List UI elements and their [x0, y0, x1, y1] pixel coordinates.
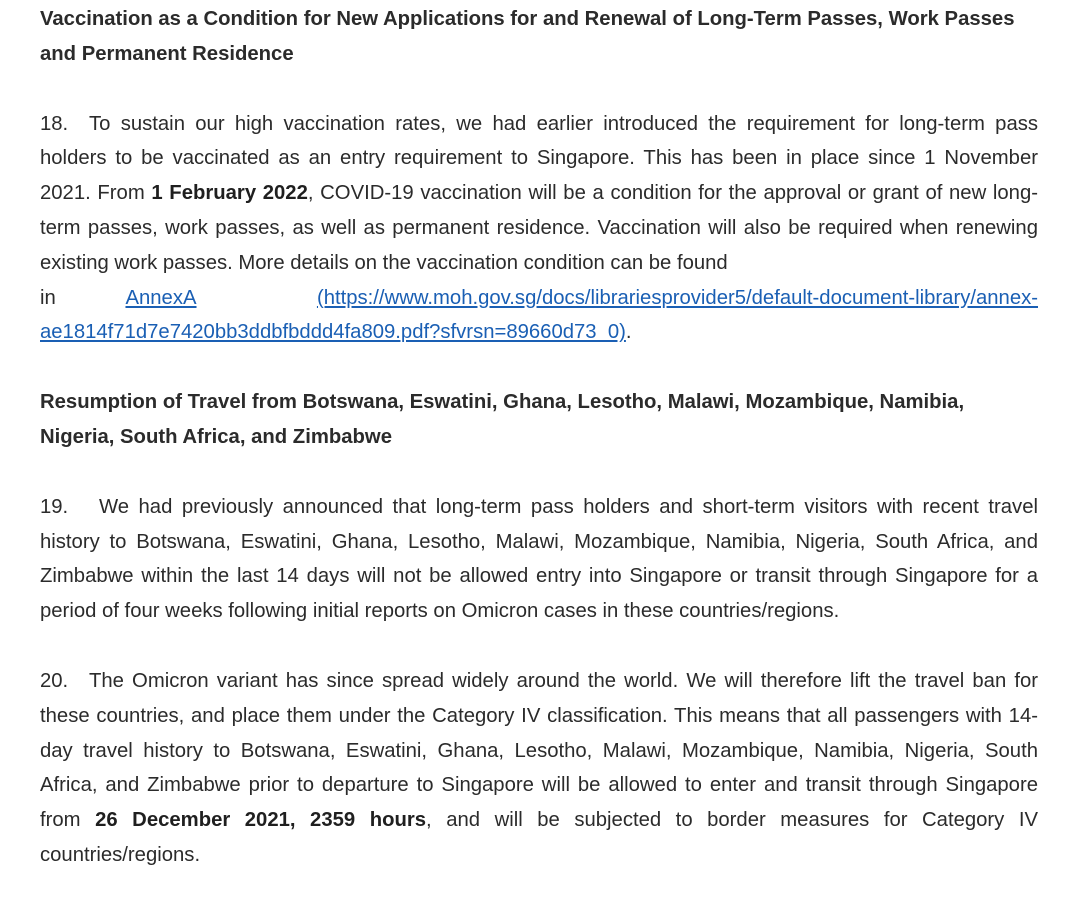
paragraph-18	[40, 107, 1038, 281]
end-period: .	[625, 321, 632, 344]
paragraph-20	[40, 664, 1038, 873]
section-heading-resumption-of-travel: Resumption of Travel from Botswana, Eswatini, Ghana, Lesotho, Malawi, Mozambique, Namibia, Nigeria, South Africa, and Zimbabwe	[40, 391, 965, 448]
paragraph-number: 19.	[40, 495, 69, 518]
paragraph-text: , and will be subjected to border measures for Category IV countries/regions.	[40, 809, 1039, 866]
paragraph-text: To sustain our high vaccination rates, we had earlier introduced the requirement for long-term pass holders to be vaccinated as an entry requirement to Singapore. This has been in place since 1 November 2021. From	[40, 112, 1038, 205]
annex-url-link-continued[interactable]: ae1814f71d7e7420bb3ddbfbddd4fa809.pdf?sfvrsn=89660d73_0)	[40, 321, 626, 344]
paragraph-number: 18.	[40, 112, 69, 135]
paragraph-19	[40, 490, 1038, 629]
section-heading-vaccination: Vaccination as a Condition for New Applications for and Renewal of Long-Term Passes, Work Passes and Permanent Residence	[40, 8, 1015, 65]
annex-a-link[interactable]	[125, 281, 289, 316]
bold-date: 26 December 2021, 2359 hours	[95, 809, 427, 832]
annex-link-line	[40, 281, 1038, 316]
paragraph-text: The Omicron variant has since spread widely around the world. We will therefore lift the travel ban for these countries, and place them under the Category IV classification. This means that all passengers with 14-day travel history to Botswana, Eswatini, Ghana, Lesotho, Malawi, Mozambique, Namibia, Nigeria, South Africa, and Zimbabwe prior to departure to Singapore will be allowed to enter and transit through Singapore from	[40, 669, 1038, 832]
annex-link-letter: A	[182, 286, 197, 309]
paragraph-text: , COVID-19 vaccination will be a condition for the approval or grant of new long-term passes, work passes, as well as permanent residence. Vaccination will also be required when renewing existing work passes. More details on the vaccination condition can be found	[40, 182, 1038, 274]
bold-date: 1 February 2022	[151, 182, 308, 205]
annex-url-link[interactable]: (https://www.moh.gov.sg/docs/librariesprovider5/default-document-library/annex-	[316, 286, 1038, 309]
annex-link-word: Annex	[125, 286, 183, 309]
document-body	[40, 2, 1038, 873]
in-word: in	[40, 286, 56, 309]
paragraph-text: We had previously announced that long-term pass holders and short-term visitors with recent travel history to Botswana, Eswatini, Ghana, Lesotho, Malawi, Mozambique, Namibia, Nigeria, South Africa, and Zimbabwe within the last 14 days will not be allowed entry into Singapore or transit through Singapore for a period of four weeks following initial reports on Omicron cases in these countries/regions.	[40, 495, 1038, 623]
annex-link-line-2	[40, 315, 1038, 350]
paragraph-number: 20.	[40, 669, 69, 692]
